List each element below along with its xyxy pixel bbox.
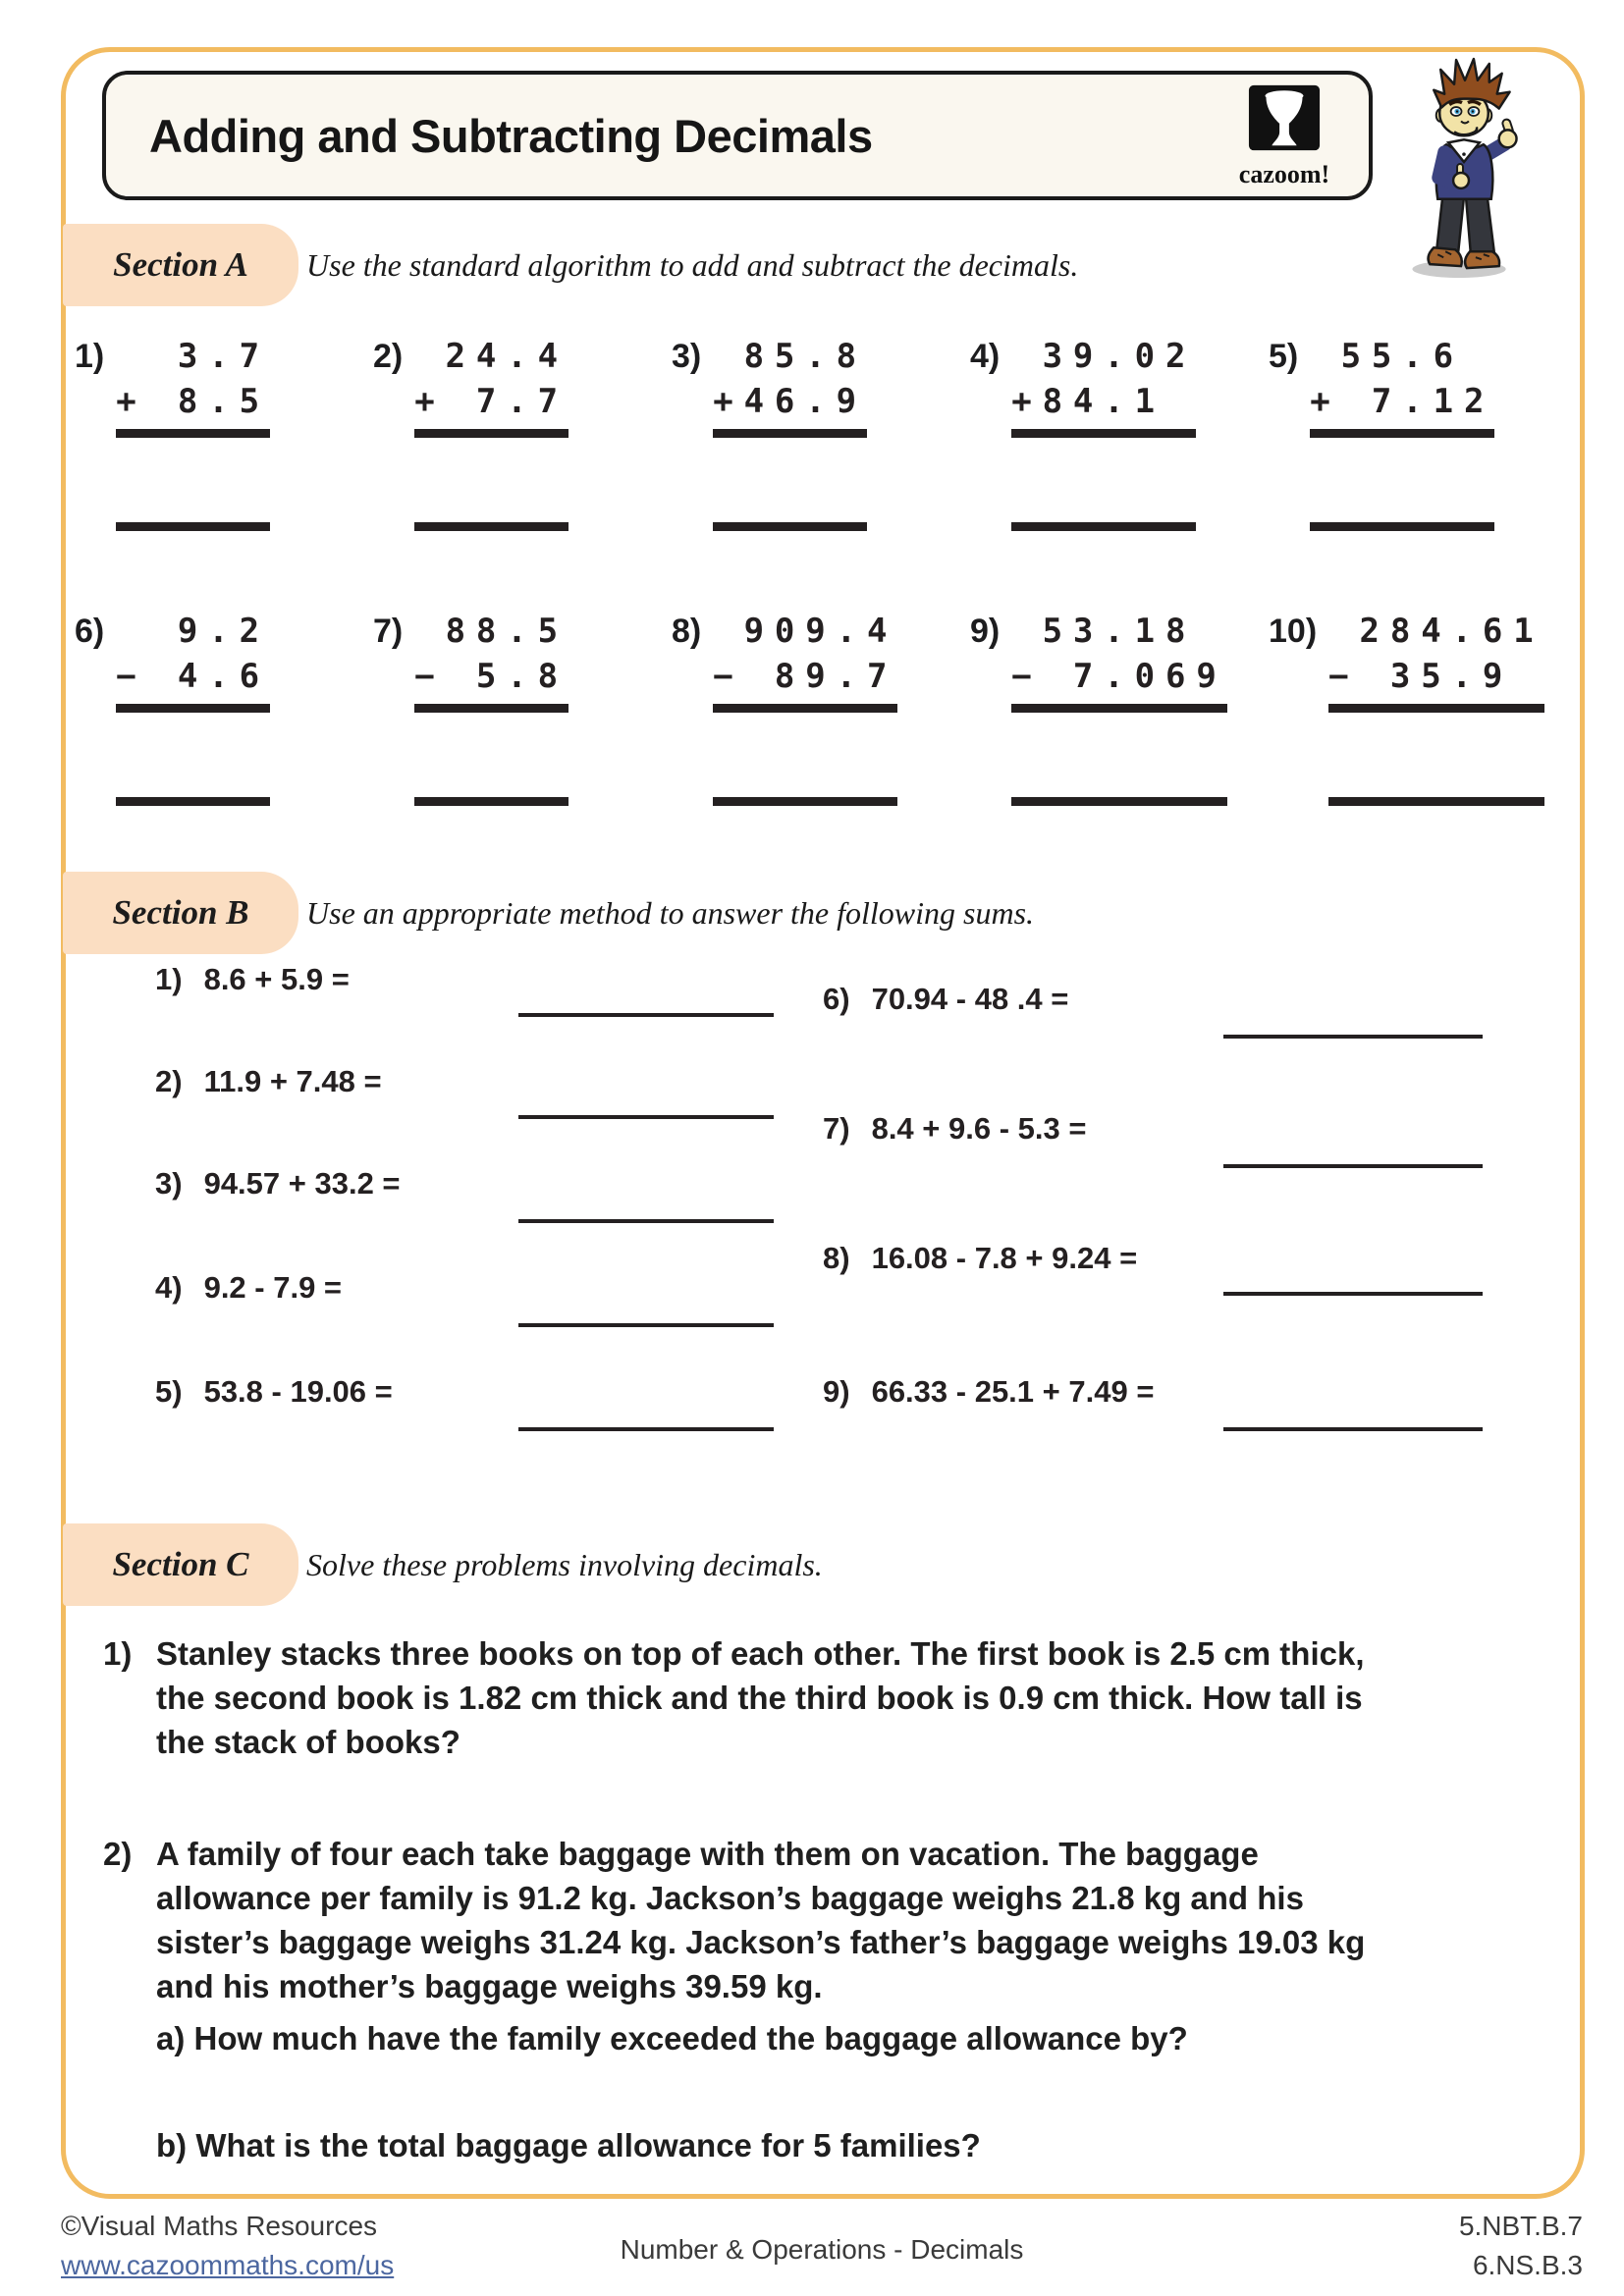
- answer-line: [713, 522, 867, 531]
- equals-bar: [1310, 429, 1494, 438]
- minuend: 9.2: [116, 612, 270, 651]
- equals-bar: [1011, 704, 1226, 713]
- problem-number: 2): [103, 1836, 133, 1872]
- problem-text: sister’s baggage weighs 31.24 kg. Jackson’s father’s baggage weighs 19.03 kg: [156, 1924, 1366, 1960]
- word-problem-1: [103, 1631, 1526, 1764]
- sum-item: [155, 1374, 393, 1410]
- answer-line: [116, 797, 270, 806]
- minuend: 88.5: [414, 612, 568, 651]
- section-a-badge: Section A: [63, 224, 298, 306]
- answer-line: [1011, 797, 1226, 806]
- problem-number: 8): [823, 1241, 850, 1275]
- answer-line: [1328, 797, 1543, 806]
- minuend: 53.18: [1011, 612, 1197, 651]
- website-link[interactable]: www.cazoommaths.com/us: [61, 2250, 395, 2280]
- addend-top: 55.6: [1310, 337, 1464, 376]
- answer-line: [518, 1115, 774, 1119]
- expression: 8.6 + 5.9 =: [203, 962, 350, 996]
- vertical-problem: [75, 609, 373, 806]
- cazoom-logo: [1216, 84, 1353, 189]
- standard-code-2: 6.NS.B.3: [1472, 2250, 1583, 2280]
- subtrahend: − 35.9: [1328, 657, 1514, 696]
- addend-bottom: +84.1: [1011, 382, 1165, 421]
- sum-item: [155, 1270, 342, 1306]
- problem-text: allowance per family is 91.2 kg. Jackson’s baggage weighs 21.8 kg and his: [156, 1880, 1304, 1916]
- problem-text: the stack of books?: [156, 1724, 460, 1760]
- sum-item: [823, 982, 1068, 1017]
- addend-top: 85.8: [713, 337, 867, 376]
- problem-number: 6): [823, 982, 850, 1016]
- expression: 66.33 - 25.1 + 7.49 =: [871, 1374, 1155, 1409]
- page-title: Adding and Subtracting Decimals: [149, 109, 873, 162]
- equals-bar: [414, 429, 568, 438]
- subtrahend: − 7.069: [1011, 657, 1227, 696]
- section-c-badge: Section C: [63, 1523, 298, 1606]
- vertical-problem: [672, 334, 970, 531]
- copyright-text: ©Visual Maths Resources: [61, 2211, 378, 2241]
- addend-bottom: + 8.5: [116, 382, 270, 421]
- answer-line: [1223, 1035, 1483, 1039]
- problem-number: 7): [823, 1111, 850, 1146]
- problem-text: the second book is 1.82 cm thick and the third book is 0.9 cm thick. How tall is: [156, 1680, 1363, 1716]
- answer-line: [713, 797, 897, 806]
- expression: 11.9 + 7.48 =: [203, 1064, 382, 1098]
- expression: 94.57 + 33.2 =: [203, 1166, 401, 1201]
- answer-line: [116, 522, 270, 531]
- sum-item: [155, 1064, 382, 1099]
- subpart-a: a) How much have the family exceeded the baggage allowance by?: [156, 2020, 1188, 2056]
- subtrahend: − 5.8: [414, 657, 568, 696]
- answer-line: [1011, 522, 1196, 531]
- answer-line: [518, 1013, 774, 1017]
- footer-topic: Number & Operations - Decimals: [620, 2234, 1024, 2265]
- vertical-problem: [373, 609, 672, 806]
- problem-number: 1): [155, 962, 183, 996]
- answer-line: [414, 522, 568, 531]
- problem-text: Stanley stacks three books on top of each other. The first book is 2.5 cm thick,: [156, 1635, 1365, 1672]
- section-a-row-1: [75, 334, 1567, 531]
- standard-code-1: 5.NBT.B.7: [1458, 2211, 1583, 2241]
- subtrahend: − 89.7: [713, 657, 898, 696]
- equals-bar: [116, 429, 270, 438]
- minuend: 909.4: [713, 612, 898, 651]
- answer-line: [1310, 522, 1494, 531]
- vertical-problem: [672, 609, 970, 806]
- word-problem-2: [103, 1832, 1526, 2167]
- problem-number: 9): [823, 1374, 850, 1409]
- answer-line: [1223, 1292, 1483, 1296]
- mascot-boy-thumbs-up: [1402, 57, 1526, 281]
- sum-item: [823, 1111, 1086, 1147]
- vertical-problem: [970, 609, 1269, 806]
- problem-number: 4): [155, 1270, 183, 1305]
- answer-line: [414, 797, 568, 806]
- addend-bottom: + 7.7: [414, 382, 568, 421]
- subpart-b: b) What is the total baggage allowance for 5 families?: [156, 2127, 981, 2163]
- sum-item: [823, 1374, 1154, 1410]
- equals-bar: [713, 429, 867, 438]
- answer-line: [1223, 1164, 1483, 1168]
- answer-line: [518, 1219, 774, 1223]
- title-box: [102, 71, 1373, 200]
- vertical-problem: [970, 334, 1269, 531]
- problem-number: 4): [970, 338, 1001, 375]
- subtrahend: − 4.6: [116, 657, 270, 696]
- vertical-problem: [373, 334, 672, 531]
- problem-number: 3): [672, 338, 702, 375]
- addend-bottom: +46.9: [713, 382, 867, 421]
- expression: 16.08 - 7.8 + 9.24 =: [871, 1241, 1138, 1275]
- answer-line: [1223, 1427, 1483, 1431]
- vertical-problem: [1269, 334, 1567, 531]
- expression: 9.2 - 7.9 =: [203, 1270, 343, 1305]
- addend-bottom: + 7.12: [1310, 382, 1495, 421]
- section-c-instruction: Solve these problems involving decimals.: [306, 1546, 823, 1582]
- sum-item: [823, 1241, 1137, 1276]
- problem-number: 1): [103, 1635, 133, 1672]
- section-a-instruction: Use the standard algorithm to add and subtract the decimals.: [306, 246, 1079, 283]
- problem-number: 9): [970, 613, 1001, 650]
- problem-number: 10): [1269, 613, 1318, 650]
- problem-text: A family of four each take baggage with them on vacation. The baggage: [156, 1836, 1259, 1872]
- section-b-instruction: Use an appropriate method to answer the following sums.: [306, 894, 1035, 931]
- minuend: 284.61: [1328, 612, 1544, 651]
- equals-bar: [116, 704, 270, 713]
- expression: 53.8 - 19.06 =: [203, 1374, 393, 1409]
- expression: 8.4 + 9.6 - 5.3 =: [871, 1111, 1087, 1146]
- addend-top: 39.02: [1011, 337, 1197, 376]
- problem-number: 3): [155, 1166, 183, 1201]
- problem-number: 7): [373, 613, 404, 650]
- vertical-problem: [75, 334, 373, 531]
- problem-number: 5): [155, 1374, 183, 1409]
- equals-bar: [1328, 704, 1543, 713]
- addend-top: 24.4: [414, 337, 568, 376]
- answer-line: [518, 1427, 774, 1431]
- problem-number: 2): [155, 1064, 183, 1098]
- equals-bar: [414, 704, 568, 713]
- section-a-row-2: [75, 609, 1567, 806]
- problem-text: and his mother’s baggage weighs 39.59 kg.: [156, 1968, 823, 2004]
- footer-standards: [1459, 2207, 1583, 2285]
- expression: 70.94 - 48 .4 =: [871, 982, 1069, 1016]
- addend-top: 3.7: [116, 337, 270, 376]
- problem-number: 2): [373, 338, 404, 375]
- sum-item: [155, 1166, 401, 1201]
- problem-number: 8): [672, 613, 702, 650]
- sum-item: [155, 962, 350, 997]
- equals-bar: [713, 704, 897, 713]
- equals-bar: [1011, 429, 1196, 438]
- problem-number: 6): [75, 613, 105, 650]
- logo-text: cazoom!: [1238, 160, 1330, 188]
- section-b-badge: Section B: [63, 872, 298, 954]
- problem-number: 5): [1269, 338, 1299, 375]
- problem-number: 1): [75, 338, 105, 375]
- vertical-problem: [1269, 609, 1567, 806]
- answer-line: [518, 1323, 774, 1327]
- djembe-drum-icon: [1247, 84, 1322, 153]
